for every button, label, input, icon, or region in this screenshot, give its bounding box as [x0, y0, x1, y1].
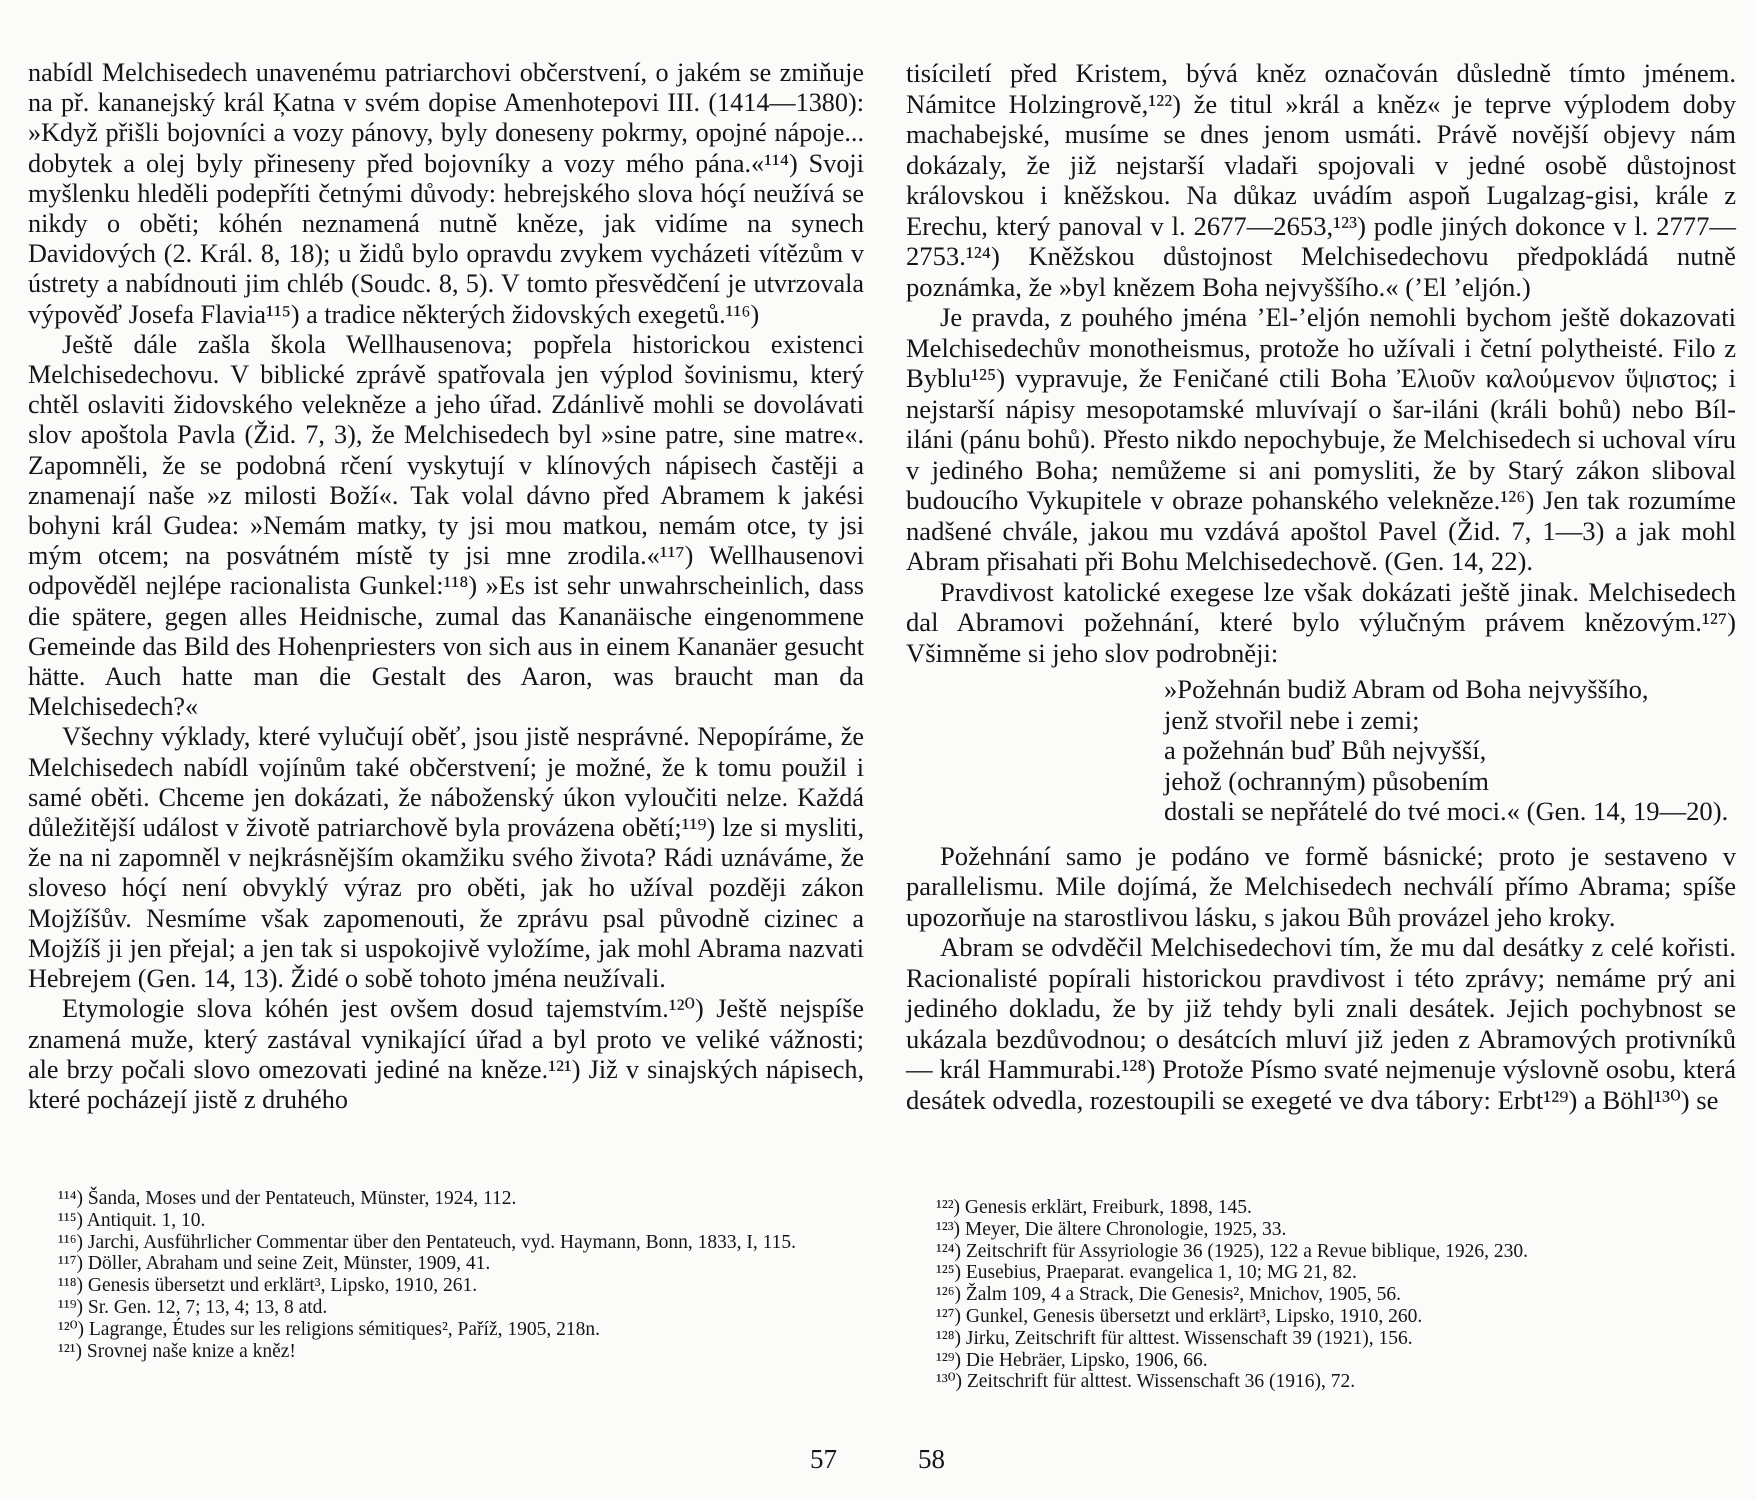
blessing-verse	[906, 674, 1736, 827]
footnote: ¹²⁷) Gunkel, Genesis übersetzt und erklärt³, Lipsko, 1910, 260.	[936, 1305, 1423, 1327]
footnote: ¹¹⁷) Döller, Abraham und seine Zeit, Münster, 1909, 41.	[58, 1253, 491, 1275]
paragraph: Všechny výklady, které vylučují oběť, jsou jistě nesprávné. Nepopíráme, že Melchisedech nabídl vojínům také občerstvení; je možné, že k tomu použil i samé oběti. Chceme jen dokázati, že náboženský úkon vyloučiti nelze. Každá důležitější událost v životě patriarchově byla provázena obětí;¹¹⁹) lze si mysliti, že na ni zapomněl v nejkrásnějším okamžiku svého života? Rádi uznáváme, že sloveso hóçí není obvyklý výraz pro oběti, jak ho užíval později zákon Mojžíšův. Nesmíme však zapomenouti, že zprávu psal původně cizinec a Mojžíš ji jen přejal; a jen tak si uspokojivě vyložíme, jak mohl Abrama nazvati Hebrejem (Gen. 14, 13). Židé o sobě tohoto jména neužívali.	[28, 722, 864, 994]
footnote: ¹¹⁵) Antiquit. 1, 10.	[58, 1209, 206, 1231]
footnote: ¹³⁰) Zeitschrift für alttest. Wissenschaft 36 (1916), 72.	[936, 1371, 1356, 1393]
paragraph: Ještě dále zašla škola Wellhausenova; popřela historickou existenci Melchisedechovu. V biblické zprávě spatřovala jen výplod šovinismu, který chtěl oslaviti židovského velekněze a jeho úřad. Zdánlivě mohli se dovolávati slov apoštola Pavla (Žid. 7, 3), že Melchisedech byl »sine patre, sine matre«. Zapomněli, že se podobná rčení vyskytují v klínových nápisech častěji a znamenají naše »z milosti Boží«. Tak volal dávno před Abramem k jakési bohyni král Gudea: »Nemám matky, ty jsi mou matkou, nemám otce, ty jsi mým otcem; na posvátném místě ty jsi mne zrodila.«¹¹⁷) Wellhausenovi odpověděl nejlépe racionalista Gunkel:¹¹⁸) »Es ist sehr unwahrscheinlich, dass die spätere, gegen alles Heidnische, zumal das Kananäische eingenommene Gemeinde das Bild des Hohenpriesters von sich aus in einem Kananäer gesucht hätte. Auch hatte man die Gestalt des Aaron, was braucht man da Melchisedech?«	[28, 329, 864, 722]
verse-line: dostali se nepřátelé do tvé moci.« (Gen. 14, 19—20).	[1164, 796, 1729, 826]
footnote: ¹¹⁴) Šanda, Moses und der Pentateuch, Münster, 1924, 112.	[58, 1188, 517, 1209]
footnote: ¹¹⁸) Genesis übersetzt und erklärt³, Lipsko, 1910, 261.	[58, 1275, 478, 1297]
right-page	[906, 0, 1736, 1500]
page-number: 58	[918, 1444, 945, 1474]
verse-line: jehož (ochranným) působením	[1164, 765, 1489, 796]
right-body-text	[906, 58, 1736, 1115]
paragraph: Abram se odvděčil Melchisedechovi tím, že mu dal desátky z celé kořisti. Racionalisté popírali historickou pravdivost i této zprávy; nemáme prý ani jediného dokladu, že by již tehdy byli znali desátek. Jejich pochybnost se ukázala bezdůvodnou; o desátcích mluví již jeden z Abramových protivníků — král Hammurabi.¹²⁸) Protože Písmo svaté nejmenuje výslovně osobu, která desátek odvedla, rozestoupili se exegeté ve dva tábory: Erbt¹²⁹) a Böhl¹³⁰) se	[906, 932, 1736, 1115]
paragraph: Požehnání samo je podáno ve formě básnické; proto je sestaveno v parallelismu. Mile dojímá, že Melchisedech nechválí přímo Abrama; spíše upozorňuje na starostlivou lásku, s jakou Bůh provázel jeho kroky.	[906, 840, 1736, 932]
verse-line: »Požehnán budiž Abram od Boha nejvyššího,	[1164, 674, 1649, 704]
footnote: ¹²⁹) Die Hebräer, Lipsko, 1906, 66.	[936, 1349, 1208, 1371]
footnote: ¹²¹) Srovnej naše knize a kněz!	[58, 1340, 296, 1362]
left-page	[28, 0, 864, 1500]
left-body-text	[28, 58, 864, 1115]
paragraph: nabídl Melchisedech unavenému patriarchovi občerstvení, o jakém se zmiňuje na př. kananejský král Ķatna v svém dopise Amenhotepovi III. (1414—1380): »Když přišli bojovníci a vozy pánovy, byly doneseny pokrmy, opojné nápoje... dobytek a olej byly přineseny před bojovníky a vozy mého pána.«¹¹⁴) Svoji myšlenku hleděli podepříti četnými důvody: hebrejského slova hóçí neužívá se nikdy o oběti; kóhén neznamená nutně kněze, jak vidíme na synech Davidových (2. Král. 8, 18); u židů bylo opravdu zvykem vycházeti vítězům v ústrety a nabídnouti jim chléb (Soudc. 8, 5). V tomto přesvědčení je utvrzovala výpověď Josefa Flavia¹¹⁵) a tradice některých židovských exegetů.¹¹⁶)	[28, 58, 864, 329]
paragraph: Etymologie slova kóhén jest ovšem dosud tajemstvím.¹²⁰) Ještě nejspíše znamená muže, který zastával vynikající úřad a byl proto ve veliké vážnosti; ale brzy počali slovo omezovati jediné na kněze.¹²¹) Již v sinajských nápisech, které pocházejí jistě z druhého	[28, 994, 864, 1114]
page-number: 57	[810, 1444, 837, 1474]
footnote: ¹²³) Meyer, Die ältere Chronologie, 1925, 33.	[936, 1218, 1287, 1240]
verse-line: a požehnán buď Bůh nejvyšší,	[1164, 735, 1487, 765]
paragraph: Je pravda, z pouhého jména ’El-’eljón nemohli bychom ještě dokazovati Melchisedechův monotheismus, protože ho užívali i četní polytheisté. Filo z Byblu¹²⁵) vypravuje, že Feničané ctili Boha Ἐλιοῦν καλούμενον ὕψιστος; i nejstarší nápisy mesopotamské mluvívají o šar-iláni (králi bohů) nebo Bíl-iláni (pánu bohů). Přesto nikdo nepochybuje, že Melchisedech si uchoval víru v jediného Boha; nemůžeme si ani pomysliti, že by Starý zákon sliboval budoucího Vykupitele v obraze pohanského velekněze.¹²⁶) Jen tak rozumíme nadšené chvále, jakou mu vzdává apoštol Pavel (Žid. 7, 1—3) a jak mohl Abram přisahati při Bohu Melchisedechově. (Gen. 14, 22).	[906, 302, 1736, 576]
footnote: ¹²⁶) Žalm 109, 4 a Strack, Die Genesis², Mnichov, 1905, 56.	[936, 1284, 1401, 1306]
footnote: ¹²⁴) Zeitschrift für Assyriologie 36 (1925), 122 a Revue biblique, 1926, 230.	[936, 1240, 1529, 1262]
footnote: ¹²⁸) Jirku, Zeitschrift für alttest. Wissenschaft 39 (1921), 156.	[936, 1327, 1413, 1349]
paragraph: tisíciletí před Kristem, bývá kněz označován důsledně tímto jménem. Námitce Holzingrově,¹²²) že titul »král a kněz« je teprve výplodem doby machabejské, musíme se dnes jenom usmáti. Právě novější objevy nám dokázaly, že již nejstarší vladaři spojovali v jedné osobě důstojnost královskou i kněžskou. Na důkaz uvádím aspoň Lugalzag-gisi, krále z Erechu, který panoval v l. 2677—2653,¹²³) podle jiných dokonce v l. 2777—2753.¹²⁴) Kněžskou důstojnost Melchisedechovu předpokládá nutně poznámka, že »byl knězem Boha nejvyššího.« (’El ’eljón.)	[906, 58, 1736, 302]
left-footnotes	[28, 1188, 864, 1362]
footnote: ¹¹⁶) Jarchi, Ausführlicher Commentar über den Pentateuch, vyd. Haymann, Bonn, 1833, I, 115.	[58, 1231, 797, 1253]
footnote: ¹¹⁹) Sr. Gen. 12, 7; 13, 4; 13, 8 atd.	[58, 1296, 328, 1318]
paragraph: Pravdivost katolické exegese lze však dokázati ještě jinak. Melchisedech dal Abramovi požehnání, které bylo výlučným právem knězovým.¹²⁷) Všimněme si jeho slov podrobněji:	[906, 576, 1736, 668]
footnote: ¹²²) Genesis erklärt, Freiburk, 1898, 145.	[936, 1197, 1252, 1218]
verse-line: jenž stvořil nebe i zemi;	[1164, 704, 1420, 735]
footnote: ¹²⁵) Eusebius, Praeparat. evangelica 1, 10; MG 21, 82.	[936, 1262, 1357, 1284]
footnote: ¹²⁰) Lagrange, Études sur les religions sémitiques², Paříž, 1905, 218n.	[58, 1318, 601, 1340]
right-footnotes	[906, 1197, 1736, 1393]
